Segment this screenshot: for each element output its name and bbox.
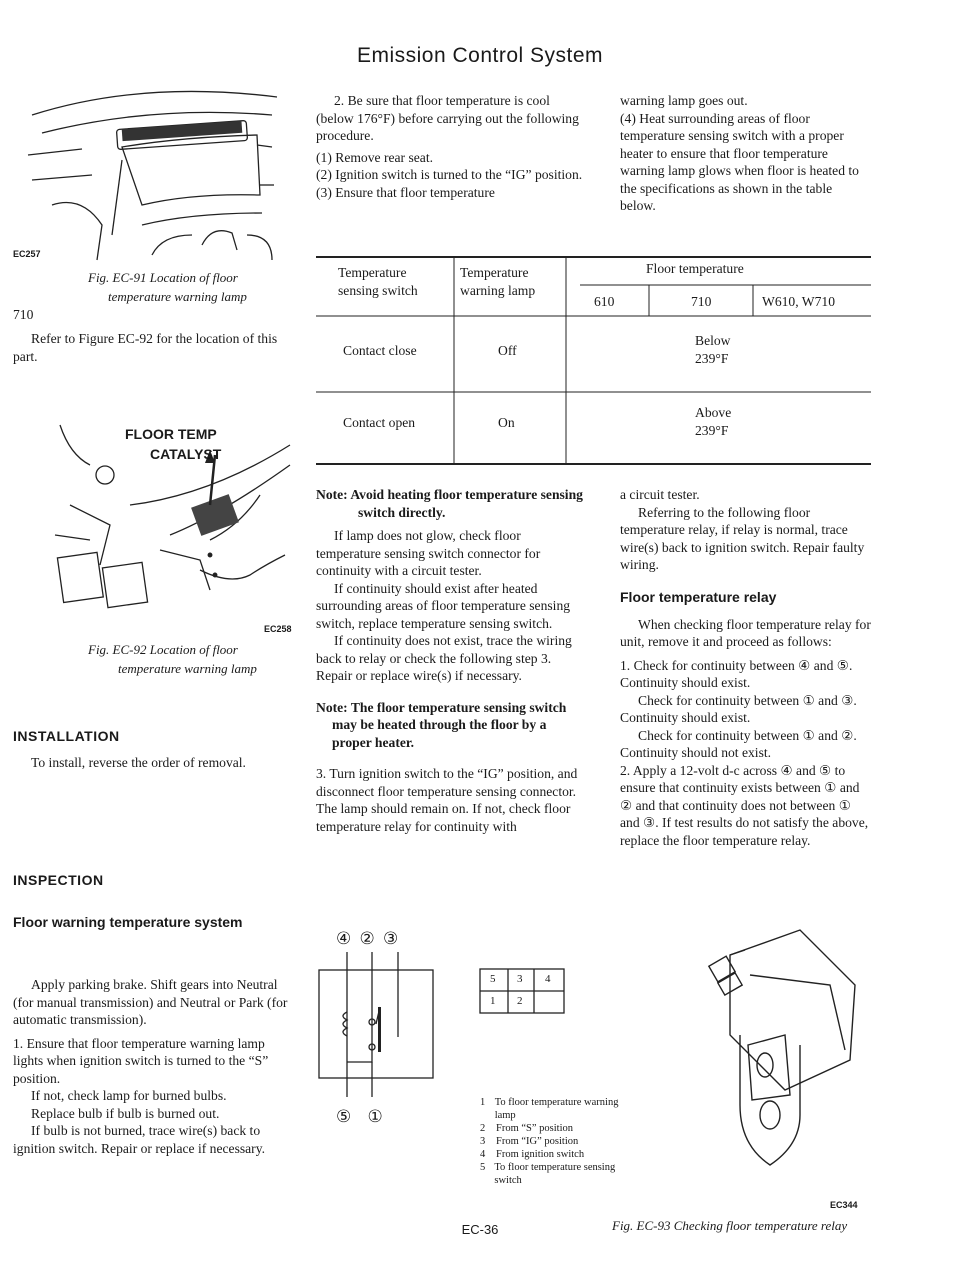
connector-pin-1: 1 xyxy=(490,995,496,1007)
legend-item: 4 From ignition switch xyxy=(480,1149,585,1160)
connector-pin-5: 5 xyxy=(490,973,496,985)
pin-legend xyxy=(480,1096,630,1187)
page-title: Emission Control System xyxy=(356,44,604,67)
th-lamp: Temperature warning lamp xyxy=(460,265,536,298)
heading-relay: Floor temperature relay xyxy=(620,588,777,605)
mid-top-text: 2. Be sure that floor temperature is cool (below 176°F) before carrying out the following procedure. (1) Remove rear seat. (2) Ignition switch is turned to the “IG” position. (3) Ensure that floor temperature xyxy=(316,93,583,200)
refer-paragraph: Refer to Figure EC-92 for the location of this part. xyxy=(13,331,278,364)
th-floor: Floor temperature xyxy=(646,261,744,276)
connector-pin-3: 3 xyxy=(517,973,523,985)
legend-item: 3 From “IG” position xyxy=(480,1136,579,1147)
connector-pin-2: 2 xyxy=(517,995,523,1007)
top-pin-labels: ④ ② ③ xyxy=(336,929,401,948)
legend-item: 1 To floor temperature warning lamp xyxy=(480,1097,619,1121)
legend-item: 5 To floor temperature sensing switch xyxy=(480,1162,616,1186)
figure-code: EC258 xyxy=(264,624,292,634)
mid-body: Note: Avoid heating floor temperature sensing switch directly. If lamp does not glow, check floor temperature sensing switch connector for continuity with a circuit tester. If continuity should exist after heated surrounding areas of floor temperature sensing switch, replace temperature sensing switch. If continuity does not exist, trace the wiring back to relay or check the following step 3. Repair or replace wire(s) if necessary. Note: The floor temperature sensing switch may be heated through the floor by a proper heater. 3. Turn ignition switch to the “IG” position, and disconnect floor temperature sensing connector. The lamp should remain on. If not, check floor temperature relay for continuity with xyxy=(316,487,583,834)
figure-code: EC257 xyxy=(13,249,41,259)
td-on: On xyxy=(498,415,515,430)
td-contact-close: Contact close xyxy=(343,343,417,358)
label-floor-temp: FLOOR TEMP xyxy=(125,426,217,442)
connector-diagram xyxy=(478,965,568,1022)
right-body: a circuit tester. Referring to the following floor temperature relay, if relay is normal, trace wire(s) back to ignition switch. Repair faulty wiring. Floor temperature relay When checking floor temperature relay for unit, remove it and proceed as follows: 1. Check for continuity between ④ and ⑤. Continuity should exist. Check for continuity between ① and ③. Continuity should exist. Check for continuity between ① and ②. Continuity should not exist. 2. Apply a 12-volt d-c across ④ and ⑤ to ensure that continuity exists between ① and ② and that continuity does not between ① and ③. If test results do not satisfy the above, replace the floor temperature relay. xyxy=(620,487,871,848)
legend-item: 2 From “S” position xyxy=(480,1123,574,1134)
relay-illustration xyxy=(690,925,870,1195)
th-w610-w710: W610, W710 xyxy=(762,294,835,309)
bottom-pin-labels: ⑤ ① xyxy=(336,1107,389,1126)
warning-lamp-panel xyxy=(122,121,243,141)
th-switch: Temperature sensing switch xyxy=(338,265,418,298)
right-top-text: warning lamp goes out. (4) Heat surrounding areas of floor temperature sensing switch with a proper heater to ensure that floor temperature warning lamp glows when floor is heated to the specifications as shown in the table below. xyxy=(620,93,859,213)
heading-inspection: INSPECTION xyxy=(13,872,104,888)
heading-installation: INSTALLATION xyxy=(13,728,120,744)
th-710: 710 xyxy=(691,294,712,309)
td-off: Off xyxy=(498,343,517,358)
label-catalyst: CATALYST xyxy=(150,446,222,462)
connector-pin-4: 4 xyxy=(545,973,551,985)
td-above: Above 239°F xyxy=(695,405,732,438)
figure-caption-ec91: Fig. EC-91 Location of floor temperature warning lamp xyxy=(88,270,247,304)
installation-text: To install, reverse the order of removal. xyxy=(31,755,246,770)
figure-caption-ec92: Fig. EC-92 Location of floor temperature warning lamp xyxy=(88,642,257,676)
model-number: 710 xyxy=(13,307,34,322)
page-number: EC-36 xyxy=(461,1222,499,1237)
circuit-lines xyxy=(316,952,446,1117)
relay-circuit-diagram xyxy=(316,930,446,1150)
dashboard-illustration-ec91 xyxy=(22,85,292,265)
figure-code: EC344 xyxy=(830,1200,858,1210)
th-610: 610 xyxy=(594,294,615,309)
td-below: Below 239°F xyxy=(695,333,731,366)
figure-caption-ec93: Fig. EC-93 Checking floor temperature relay xyxy=(612,1218,848,1233)
td-contact-open: Contact open xyxy=(343,415,416,430)
heading-floor-warning: Floor warning temperature system xyxy=(13,914,243,930)
left-body: Apply parking brake. Shift gears into Neutral (for manual transmission) and Neutral or Park (for automatic transmission). 1. Ensure that floor temperature warning lamp lights when ignition switch is turned to the “S” position. If not, check lamp for burned bulbs. Replace bulb if bulb is burned out. If bulb is not burned, trace wire(s) back to ignition switch. Repair or replace if necessary. xyxy=(13,977,288,1156)
